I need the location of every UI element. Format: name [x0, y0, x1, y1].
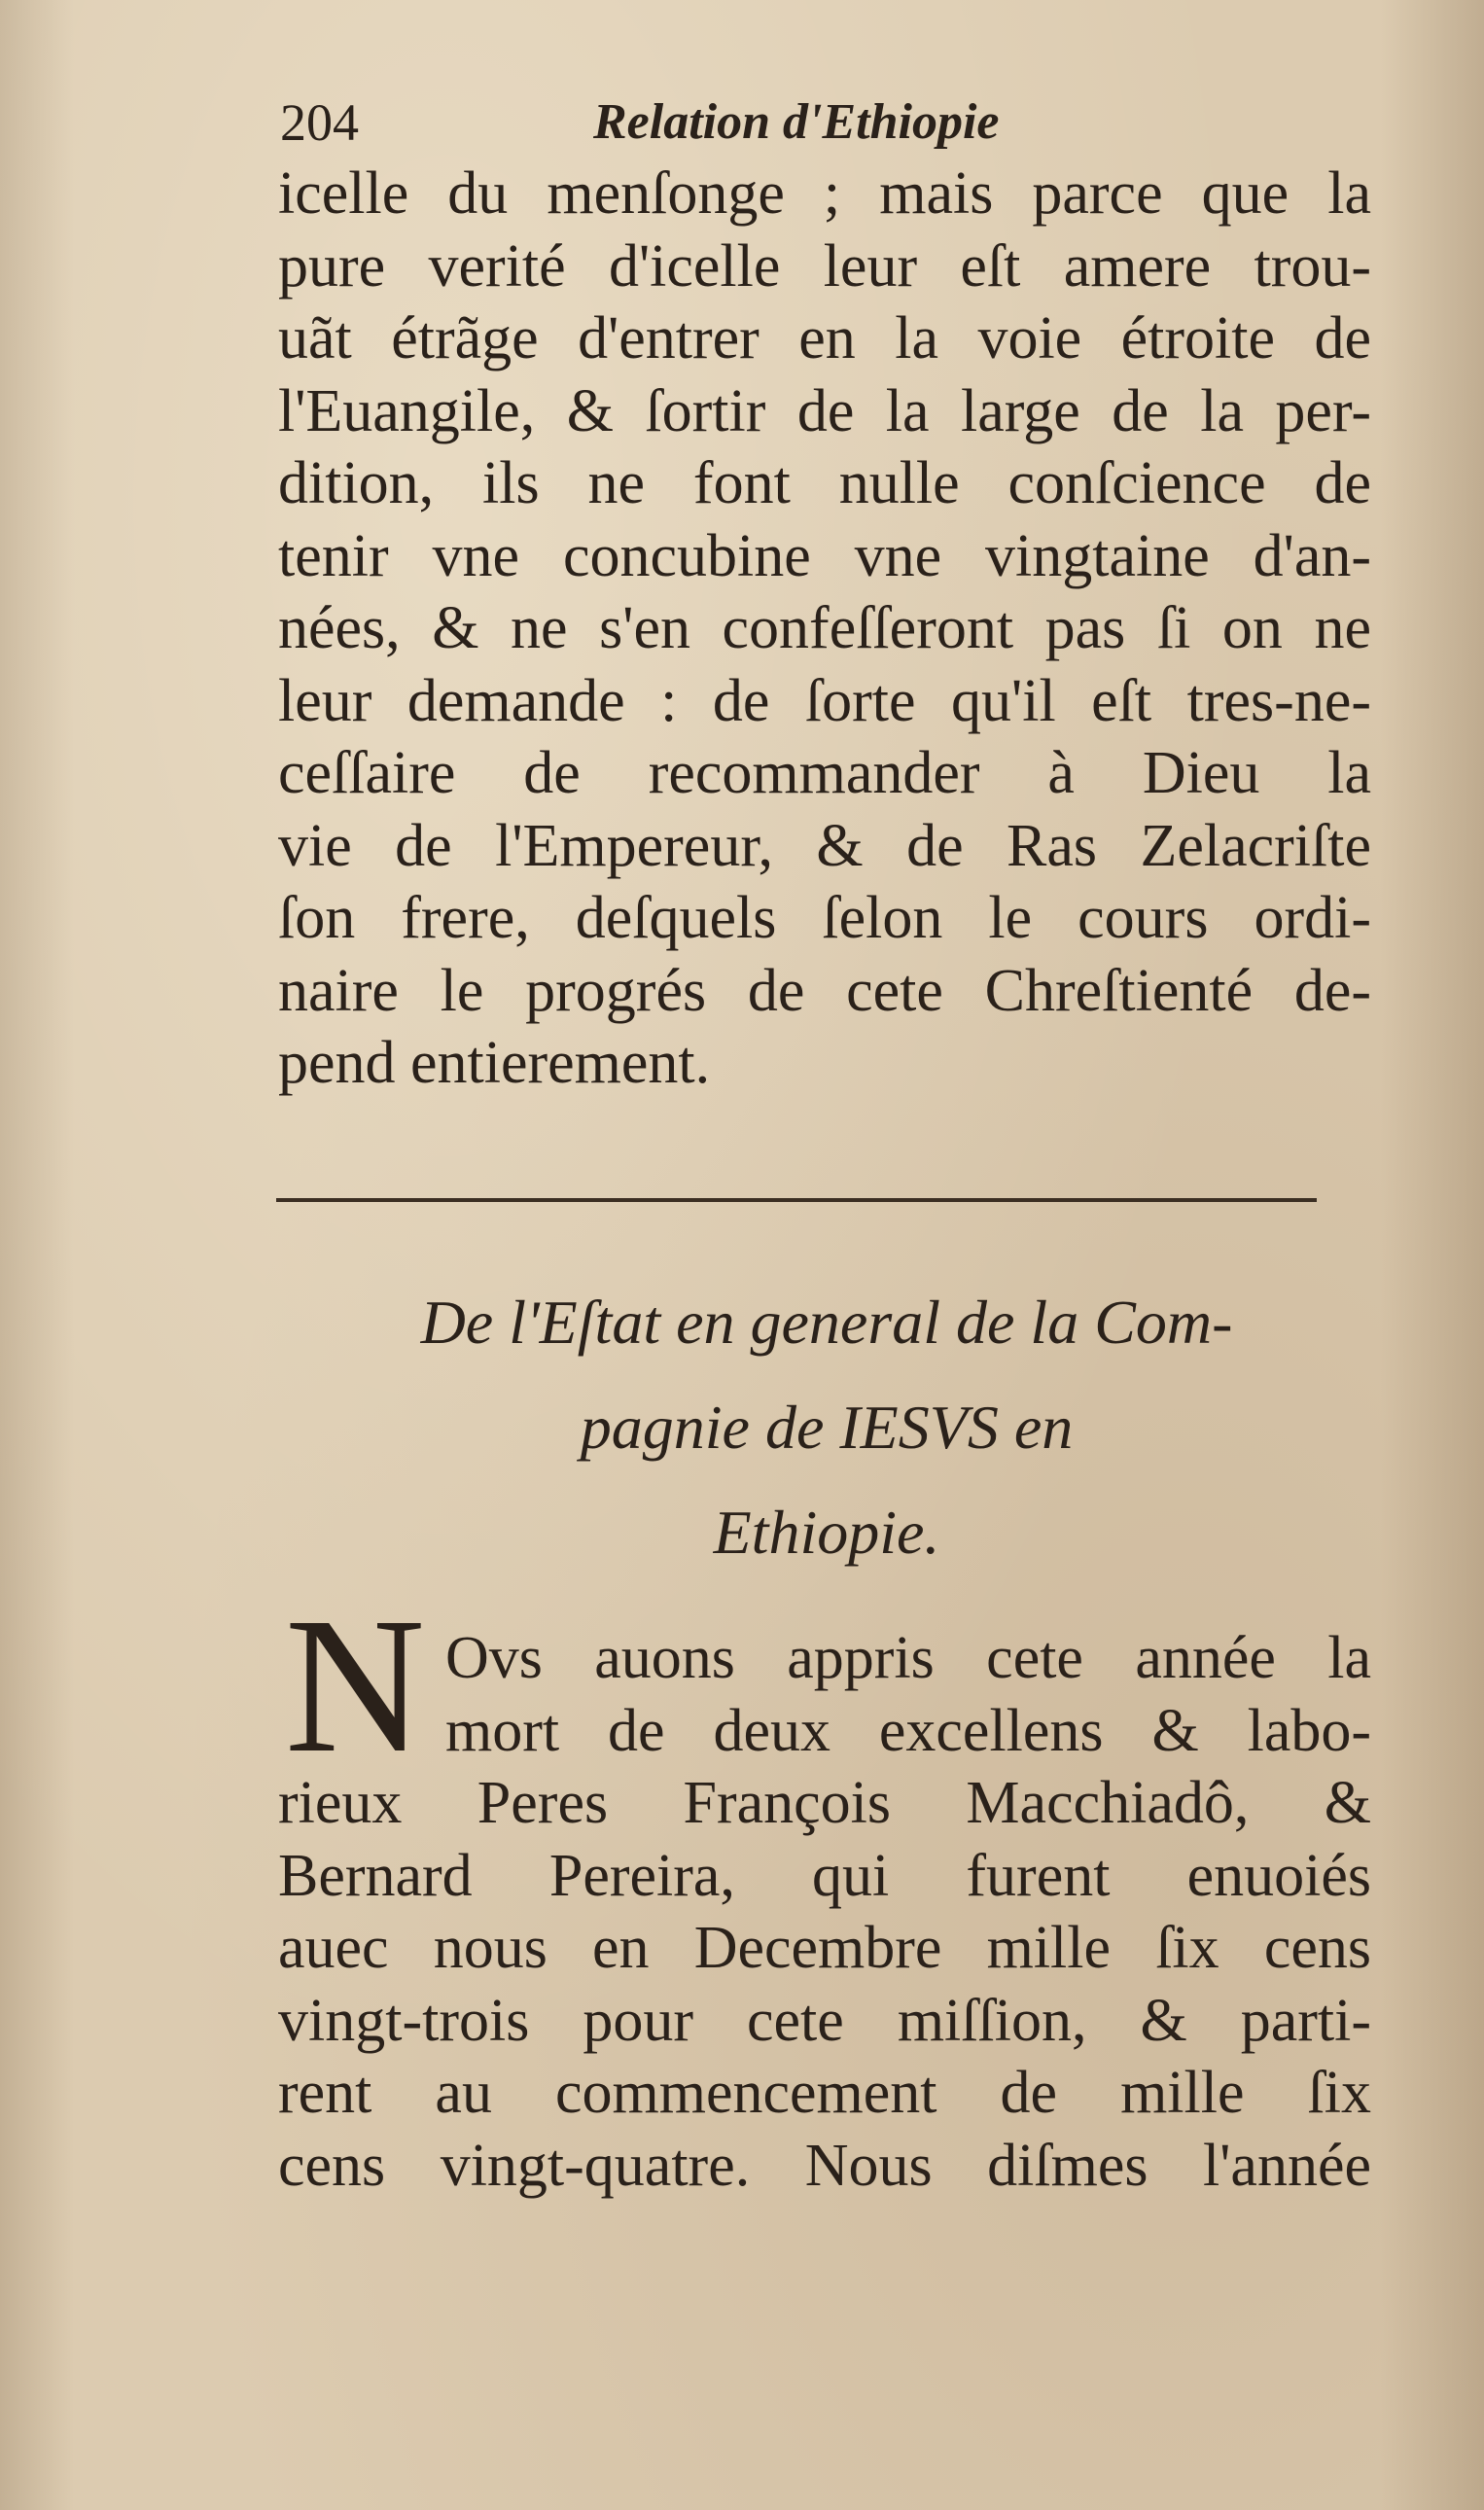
heading-line: pagnie de IESVS en — [580, 1393, 1074, 1462]
text-line: icelle du menſonge ; mais parce que la — [278, 160, 1371, 227]
text-line: mort de deux excellens & labo- — [445, 1697, 1371, 1764]
text-line: cens vingt-quatre. Nous diſmes l'année — [278, 2132, 1371, 2199]
section-heading — [282, 1270, 1371, 1585]
text-line: leur demande : de ſorte qu'il eſt tres-ne- — [278, 667, 1371, 734]
text-line: rieux Peres François Macchiadô, & — [278, 1770, 1371, 1836]
text-line: Bernard Pereira, qui furent enuoiés — [278, 1842, 1371, 1909]
text-line: vingt-trois pour cete miſſion, & parti- — [278, 1987, 1371, 2054]
running-title: Relation d'Ethiopie — [593, 94, 1000, 150]
text-line: uãt étrãge d'entrer en la voie étroite de — [278, 305, 1371, 371]
drop-cap: N — [284, 1578, 426, 1793]
text-line: dition, ils ne font nulle conſcience de — [278, 450, 1371, 516]
paragraph-1 — [278, 158, 1371, 1100]
paragraph-2 — [278, 1622, 1371, 2202]
text-line: pure verité d'icelle leur eſt amere trou- — [278, 232, 1371, 300]
text-line: Ovs auons appris cete année la — [445, 1625, 1371, 1691]
text-line: naire le progrés de cete Chreſtienté de- — [278, 957, 1371, 1024]
text-line: tenir vne concubine vne vingtaine d'an- — [278, 522, 1371, 589]
heading-line: De l'Eſtat en general de la Com- — [420, 1288, 1233, 1357]
text-line: l'Euangile, & ſortir de la large de la per- — [278, 377, 1371, 444]
text-line: rent au commencement de mille ſix — [278, 2060, 1371, 2126]
section-divider — [276, 1198, 1317, 1202]
text-line: nées, & ne s'en confeſſeront pas ſi on ne — [278, 595, 1371, 661]
text-line: auec nous en Decembre mille ſix cens — [278, 1915, 1371, 1981]
running-head — [280, 84, 1369, 161]
heading-line: Ethiopie. — [713, 1498, 940, 1567]
text-line: vie de l'Empereur, & de Ras Zelacriſte — [278, 812, 1371, 879]
text-line: ſon frere, deſquels ſelon le cours ordi- — [278, 885, 1371, 951]
text-line: pend entierement. — [278, 1030, 711, 1096]
page-number: 204 — [280, 93, 359, 152]
text-line: ceſſaire de recommander à Dieu la — [278, 740, 1371, 806]
